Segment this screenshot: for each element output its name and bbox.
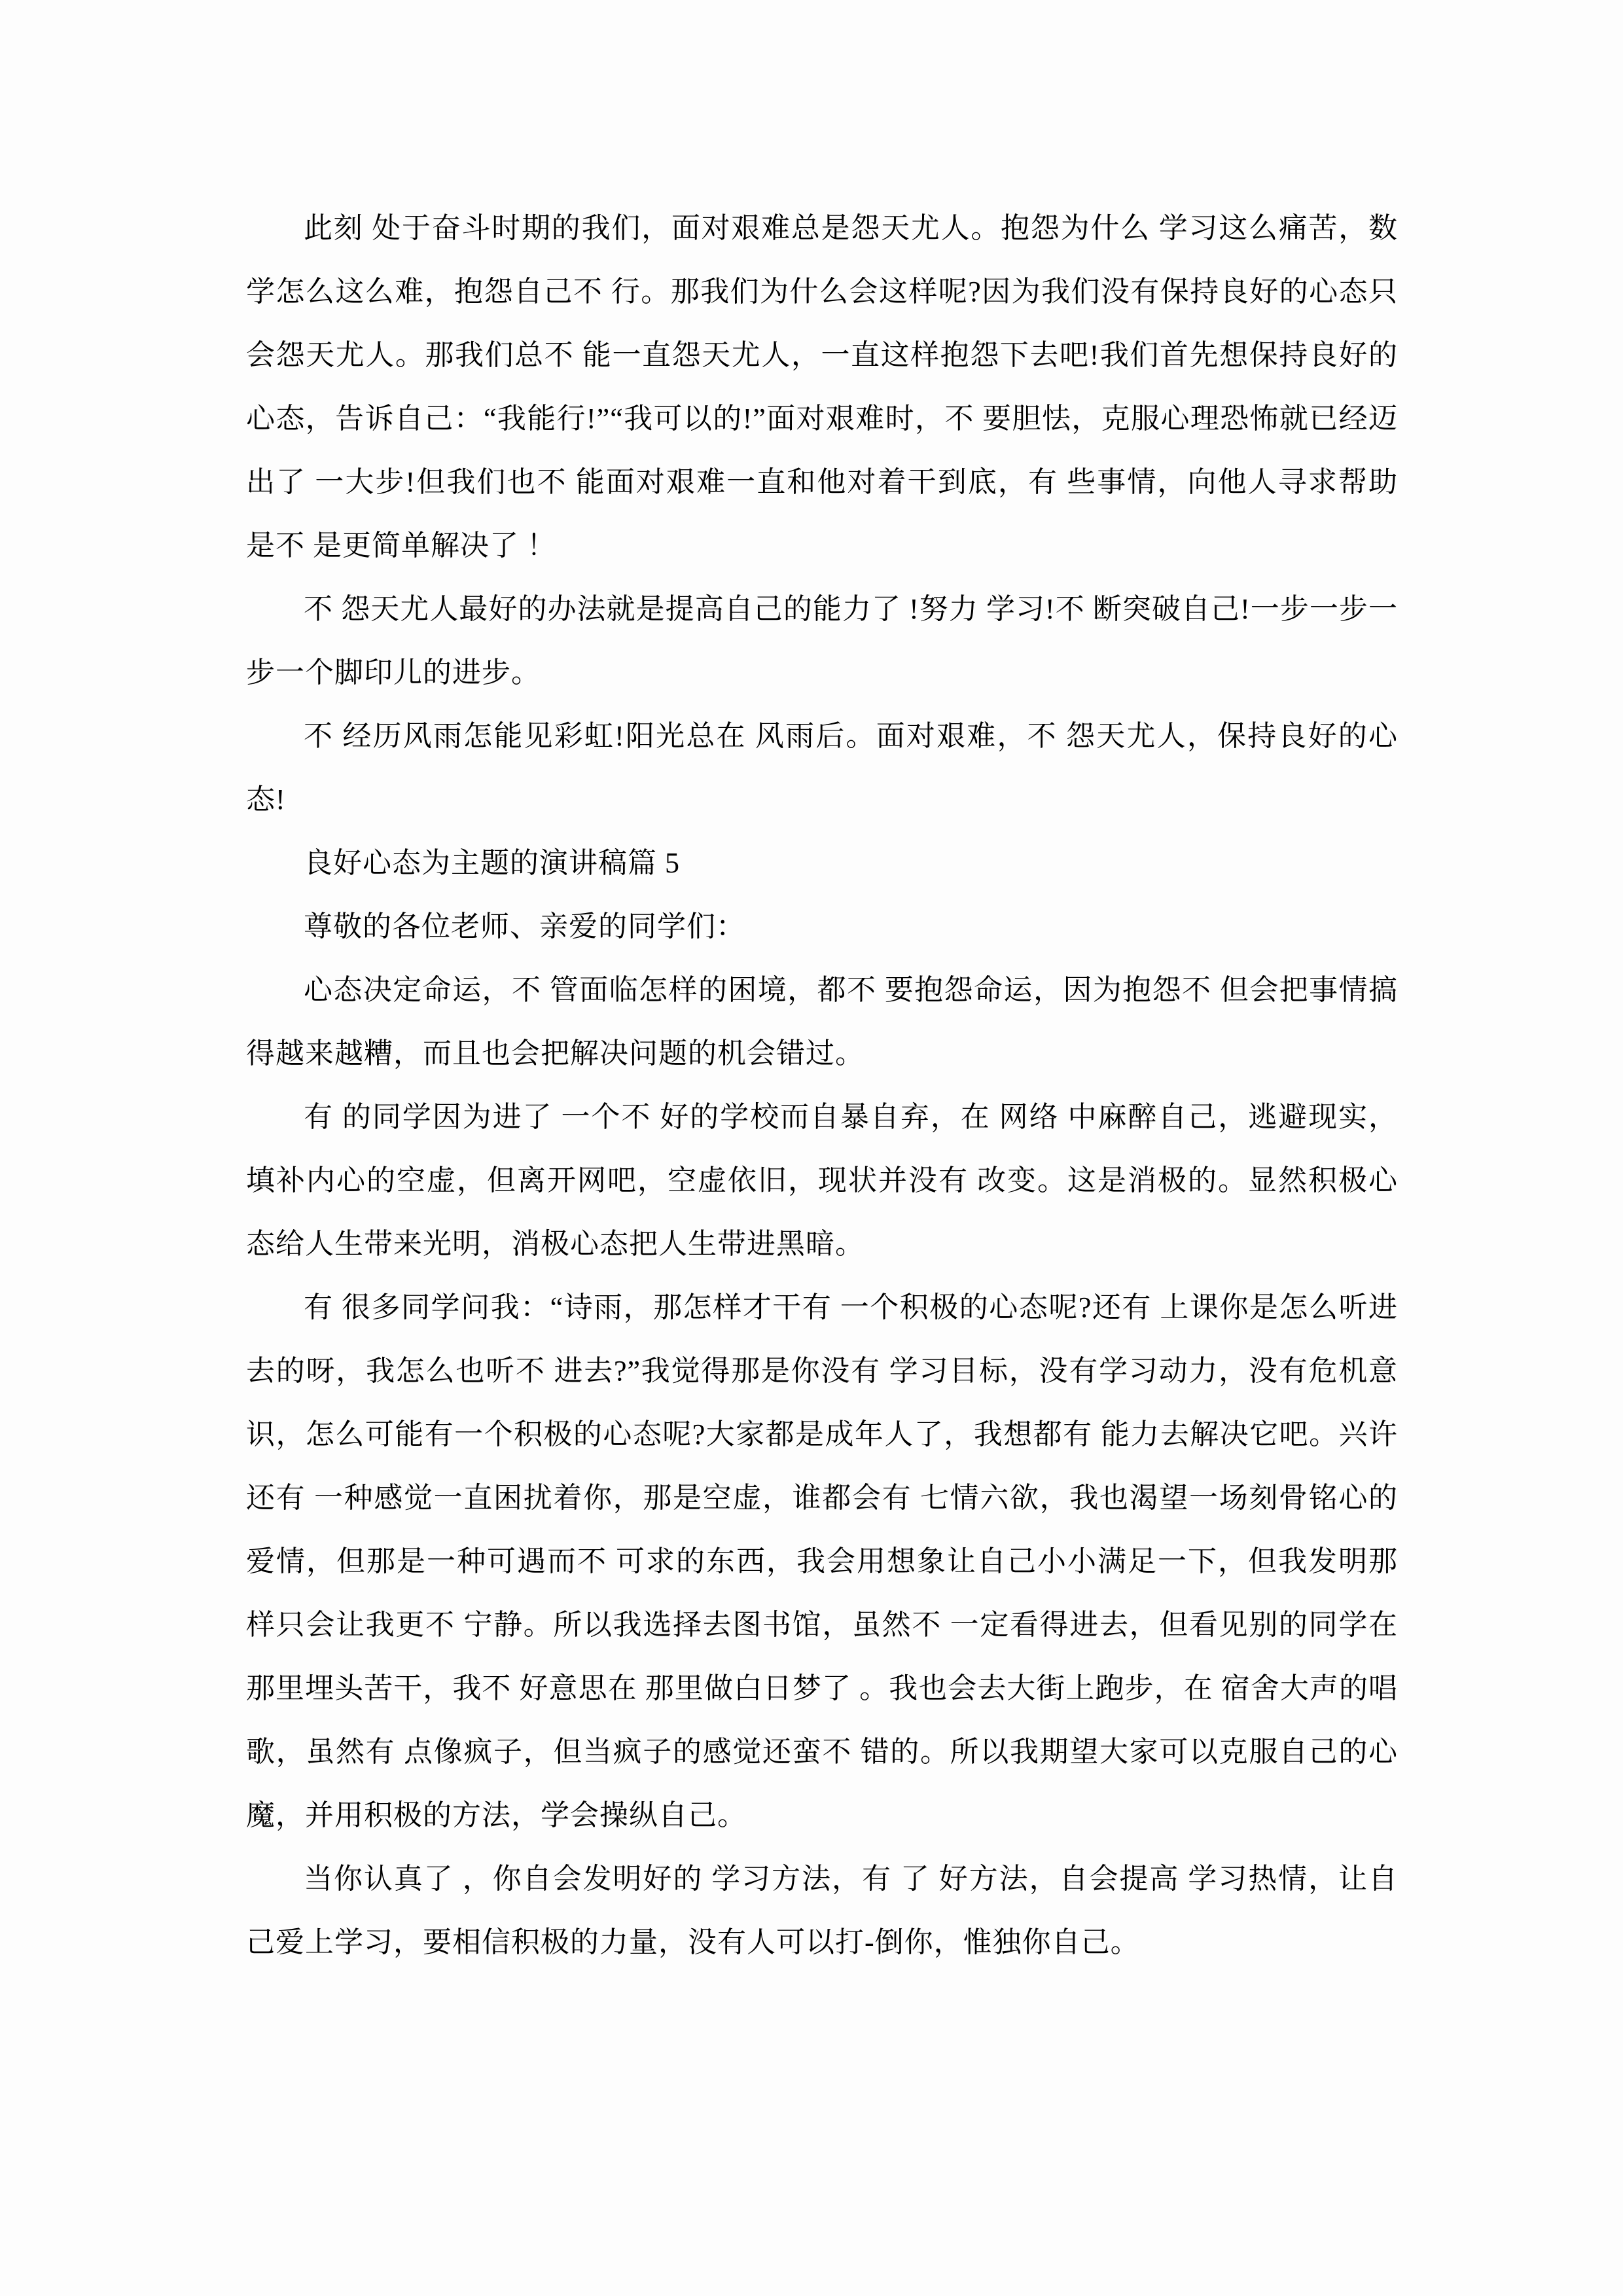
paragraph-complain-mindset: 此刻 处于奋斗时期的我们，面对艰难总是怨天尤人。抱怨为什么 学习这么痛苦，数学怎么这么难，抱怨自己不 行。那我们为什么会这样呢?因为我们没有保持良好的心态只会怨天尤人。那我们总不 能一直怨天尤人，一直这样抱怨下去吧!我们首先想保持良好的心态，告诉自己：“我能行!”“我可以的!”面对艰难时，不 要胆怯，克服心理恐怖就已经迈出了 一大步!但我们也不 能面对艰难一直和他对着干到底，有 些事情，向他人寻求帮助是不 是更简单解决了 ！ xyxy=(246,212,1398,562)
paragraph-negative-example: 有 的同学因为进了 一个不 好的学校而自暴自弃，在 网络 中麻醉自己，逃避现实，填补内心的空虚，但离开网吧，空虚依旧，现状并没有 改变。这是消极的。显然积极心态给人生带来光明，消极心态把人生带进黑暗。 xyxy=(246,1101,1398,1260)
paragraph-improve-ability: 不 怨天尤人最好的办法就是提高自己的能力了 !努力 学习!不 断突破自己!一步一步一步一个脚印儿的进步。 xyxy=(246,593,1398,689)
paragraph-salutation: 尊敬的各位老师、亲爱的同学们： xyxy=(304,910,745,942)
paragraph-mindset-destiny: 心态决定命运，不 管面临怎样的困境，都不 要抱怨命运，因为抱怨不 但会把事情搞得越来越糟，而且也会把解决问题的机会错过。 xyxy=(246,974,1398,1069)
document-text-block xyxy=(246,196,1398,1974)
paragraph-closing-encouragement: 当你认真了 ，你自会发明好的 学习方法，有 了 好方法，自会提高 学习热情，让自己爱上学习，要相信积极的力量，没有人可以打-倒你，惟独你自己。 xyxy=(246,1863,1398,1958)
paragraph-positive-mindset-advice: 有 很多同学问我：“诗雨，那怎样才干有 一个积极的心态呢?还有 上课你是怎么听进去的呀，我怎么也听不 进去?”我觉得那是你没有 学习目标，没有学习动力，没有危机意识，怎么可能有一个积极的心态呢?大家都是成年人了，我想都有 能力去解决它吧。兴许还有 一种感觉一直困扰着你，那是空虚，谁都会有 七情六欲，我也渴望一场刻骨铭心的爱情，但那是一种可遇而不 可求的东西，我会用想象让自己小小满足一下，但我发明那样只会让我更不 宁静。所以我选择去图书馆，虽然不 一定看得进去，但看见别的同学在 那里埋头苦干，我不 好意思在 那里做白日梦了 。我也会去大街上跑步，在 宿舍大声的唱歌，虽然有 点像疯子，但当疯子的感觉还蛮不 错的。所以我期望大家可以克服自己的心魔，并用积极的方法，学会操纵自己。 xyxy=(246,1291,1398,1831)
section-title-speech-5: 良好心态为主题的演讲稿篇 5 xyxy=(304,847,680,879)
paragraph-rainbow: 不 经历风雨怎能见彩虹!阳光总在 风雨后。面对艰难，不 怨天尤人，保持良好的心态! xyxy=(246,720,1398,816)
